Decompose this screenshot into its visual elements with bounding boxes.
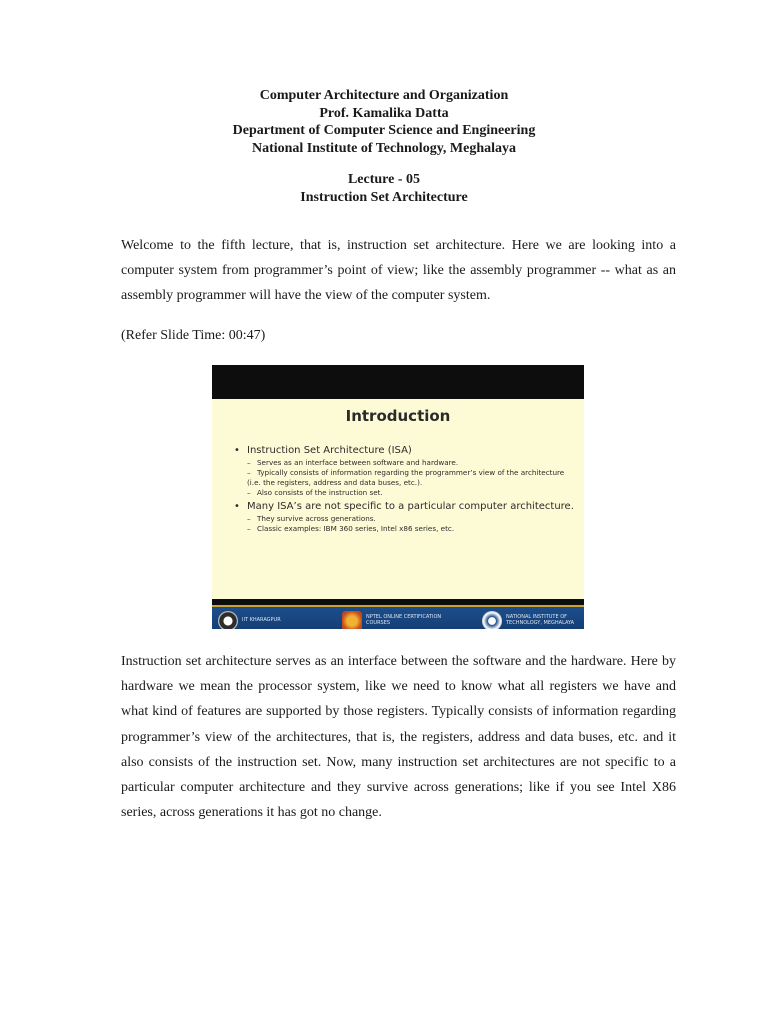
body-paragraph: Instruction set architecture serves as an interface between the software and the hardware. Here by hardware we mean the processor system, like we need to know what all registers we have and what kind of features are supported by those registers. Typically consists of information regarding programmer’s view of the architectures, that is, the registers, address and data buses, etc. and it also consists of the instruction set. Now, many instruction set architectures are not specific to a particular computer architecture and they survive across generations; like if you see Intel X86 series, across generations it has got no change. — [121, 654, 676, 821]
refer-slide-time: (Refer Slide Time: 00:47) — [121, 328, 266, 343]
department-name: Department of Computer Science and Engineering — [232, 123, 536, 138]
slide-sub-bullet: – Typically consists of information regarding the programmer’s view of the architecture (i.e. the registers, address and data buses, etc.). — [247, 468, 565, 487]
slide-sub-bullet: – Classic examples: IBM 360 series, Intel x86 series, etc. — [247, 524, 455, 533]
lecture-heading — [0, 171, 768, 206]
nit-meghalaya-logo-icon — [482, 611, 502, 629]
slide-bullet-list — [234, 444, 579, 534]
author-name: Prof. Kamalika Datta — [319, 105, 449, 121]
course-title: Computer Architecture and Organization — [259, 88, 509, 103]
footer-left-text: IIT KHARAGPUR — [242, 617, 281, 623]
slide-bullet: • Many ISA’s are not specific to a particular computer architecture. — [234, 501, 574, 512]
slide-sub-bullet: – Serves as an interface between software and hardware. — [247, 458, 459, 467]
lecture-title: Instruction Set Architecture — [300, 189, 468, 205]
slide-footer — [212, 605, 584, 629]
footer-right-text: NATIONAL INSTITUTE OF TECHNOLOGY, MEGHALAYA — [506, 614, 575, 626]
institute-name: National Institute of Technology, Meghalaya — [251, 140, 517, 156]
slide-body — [212, 399, 584, 626]
slide-bullet: • Instruction Set Architecture (ISA) — [234, 445, 412, 456]
document-header — [0, 87, 768, 157]
slide-sub-bullet: – Also consists of the instruction set. — [247, 488, 383, 497]
lecture-slide-image — [212, 365, 584, 629]
footer-middle-text: NPTEL ONLINE CERTIFICATION COURSES — [366, 614, 442, 626]
slide-title: Introduction — [345, 407, 451, 425]
slide-sub-bullet: – They survive across generations. — [247, 514, 376, 523]
nptel-logo-icon — [342, 611, 362, 629]
intro-paragraph: Welcome to the fifth lecture, that is, instruction set architecture. Here we are looking into a computer system from programmer’s point of view; like the assembly programmer -- what as an assembly programmer will have the view of the computer system. — [121, 238, 676, 304]
iit-kharagpur-logo-icon — [218, 611, 238, 629]
lecture-number: Lecture - 05 — [347, 172, 421, 187]
